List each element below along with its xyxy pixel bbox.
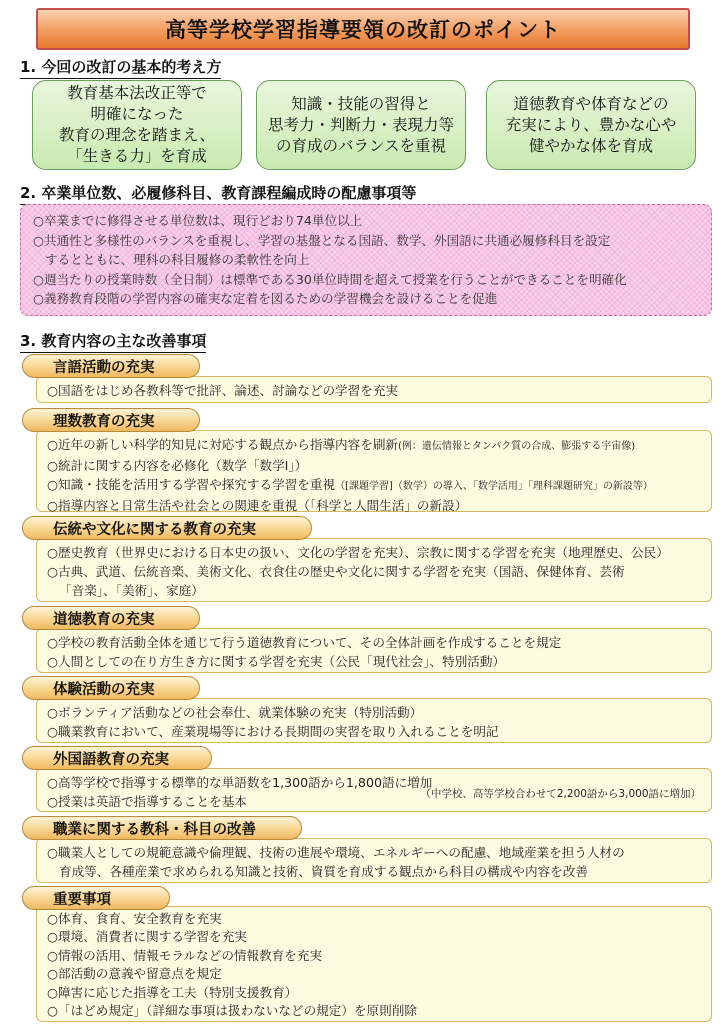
item-line: ○知識・技能を活用する学習や探究する学習を重視（[課題学習]（数学）の導入、「数学活用」「理科課題研究」の新設等） xyxy=(47,477,653,492)
item-line: ○国語をはじめ各教科等で批評、論述、討論などの学習を充実 xyxy=(47,383,399,398)
item-box-science xyxy=(36,430,712,512)
item-line: ○体育、食育、安全教育を充実 xyxy=(47,911,222,926)
item-line: ○高等学校で指導する標準的な単語数を1,300語から1,800語に増加 xyxy=(47,775,433,790)
item-line: ○職業人としての規範意識や倫理観、技術の進展や環境、エネルギーへの配慮、地域産業を担う人材の xyxy=(47,845,625,860)
principle-box-3 xyxy=(486,80,696,170)
item-box-tradition xyxy=(36,538,712,602)
section2-line: ○義務教育段階の学習内容の確実な定着を図るための学習機会を設けることを促進 xyxy=(33,291,498,306)
item-line: ○職業教育において、産業現場等における長期間の実習を取り入れることを明記 xyxy=(47,724,499,739)
item-title-important: 重要事項 xyxy=(22,886,170,910)
item-box-vocational xyxy=(36,838,712,883)
item-box-experience xyxy=(36,698,712,743)
section2-line: ○卒業までに修得させる単位数は、現行どおり74単位以上 xyxy=(33,213,363,228)
page-title-text: 高等学校学習指導要領の改訂のポイント xyxy=(165,18,561,42)
item-note: (例：遺伝情報とタンパク質の合成、膨張する宇宙像) xyxy=(398,441,636,452)
item-line: ○指導内容と日常生活や社会との関連を重視（「科学と人間生活」の新設） xyxy=(47,498,468,513)
item-title-vocational: 職業に関する教科・科目の改善 xyxy=(22,816,302,840)
item-line: ○授業は英語で指導することを基本 xyxy=(47,794,247,809)
item-box-important xyxy=(36,906,712,1022)
item-line: ○ボランティア活動などの社会奉仕、就業体験の充実（特別活動） xyxy=(47,705,423,720)
principle-box-2-text: 知識・技能の習得と 思考力・判断力・表現力等 の育成のバランスを重視 xyxy=(267,94,454,155)
item-title-foreign-language: 外国語教育の充実 xyxy=(22,746,212,770)
section1-heading: 1. 今回の改訂の基本的考え方 xyxy=(20,56,221,79)
item-title-tradition: 伝統や文化に関する教育の充実 xyxy=(22,516,312,540)
item-box-language xyxy=(36,376,712,403)
item-line: ○情報の活用、情報モラルなどの情報教育を充実 xyxy=(47,947,323,963)
principle-box-2 xyxy=(256,80,466,170)
item-note: （[課題学習]（数学）の導入、「数学活用」「理科課題研究」の新設等） xyxy=(335,481,653,492)
section2-line: するとともに、理科の科目履修の柔軟性を向上 xyxy=(45,252,310,267)
item-title-language: 言語活動の充実 xyxy=(22,354,200,378)
item-note: （中学校、高等学校合わせて2,200語から3,000語に増加） xyxy=(420,788,701,800)
item-title-science: 理数教育の充実 xyxy=(22,408,200,432)
item-line: 「音楽」、「美術」、家庭） xyxy=(59,583,204,598)
item-line: ○障害に応じた指導を工夫（特別支援教育） xyxy=(47,984,298,1000)
section2-heading: 2. 卒業単位数、必履修科目、教育課程編成時の配慮事項等 xyxy=(20,182,416,205)
item-line: ○「はどめ規定」（詳細な事項は扱わないなどの規定）を原則削除 xyxy=(47,1003,417,1019)
item-line: ○環境、消費者に関する学習を充実 xyxy=(47,929,247,945)
section3-heading: 3. 教育内容の主な改善事項 xyxy=(20,330,206,353)
page-title xyxy=(36,8,690,50)
item-line: ○歴史教育（世界史における日本史の扱い、文化の学習を充実）、宗教に関する学習を充実（地理歴史、公民） xyxy=(47,545,669,560)
item-line: ○部活動の意義や留意点を規定 xyxy=(47,966,222,982)
principle-box-3-text: 道徳教育や体育などの 充実により、豊かな心や 健やかな体を育成 xyxy=(505,94,677,155)
principle-box-1 xyxy=(32,80,242,170)
section2-box xyxy=(20,204,712,316)
item-box-moral xyxy=(36,628,712,673)
item-line: ○近年の新しい科学的知見に対応する観点から指導内容を刷新(例：遺伝情報とタンパク質の合成、膨張する宇宙像) xyxy=(47,437,636,452)
item-line: ○統計に関する内容を必修化（数学「数学Ⅰ」） xyxy=(47,458,308,473)
section2-line: ○週当たりの授業時数（全日制）は標準である30単位時間を超えて授業を行うことができることを明確化 xyxy=(33,271,627,287)
item-box-foreign-language xyxy=(36,768,712,812)
principle-box-1-text: 教育基本法改正等で 明確になった 教育の理念を踏まえ、 「生きる力」を育成 xyxy=(59,84,215,165)
item-line: ○古典、武道、伝統音楽、美術文化、衣食住の歴史や文化に関する学習を充実（国語、保健体育、芸術 xyxy=(47,564,625,579)
section2-line: ○共通性と多様性のバランスを重視し、学習の基盤となる国語、数学、外国語に共通必履修科目を設定 xyxy=(33,232,611,248)
item-title-moral: 道徳教育の充実 xyxy=(22,606,200,630)
item-line: ○人間としての在り方生き方に関する学習を充実（公民「現代社会」、特別活動） xyxy=(47,654,506,669)
item-title-experience: 体験活動の充実 xyxy=(22,676,200,700)
item-line: ○学校の教育活動全体を通じて行う道徳教育について、その全体計画を作成することを規定 xyxy=(47,635,562,650)
item-line: 育成等、各種産業で求められる知識と技術、資質を育成する観点から科目の構成や内容を改善 xyxy=(59,864,588,879)
